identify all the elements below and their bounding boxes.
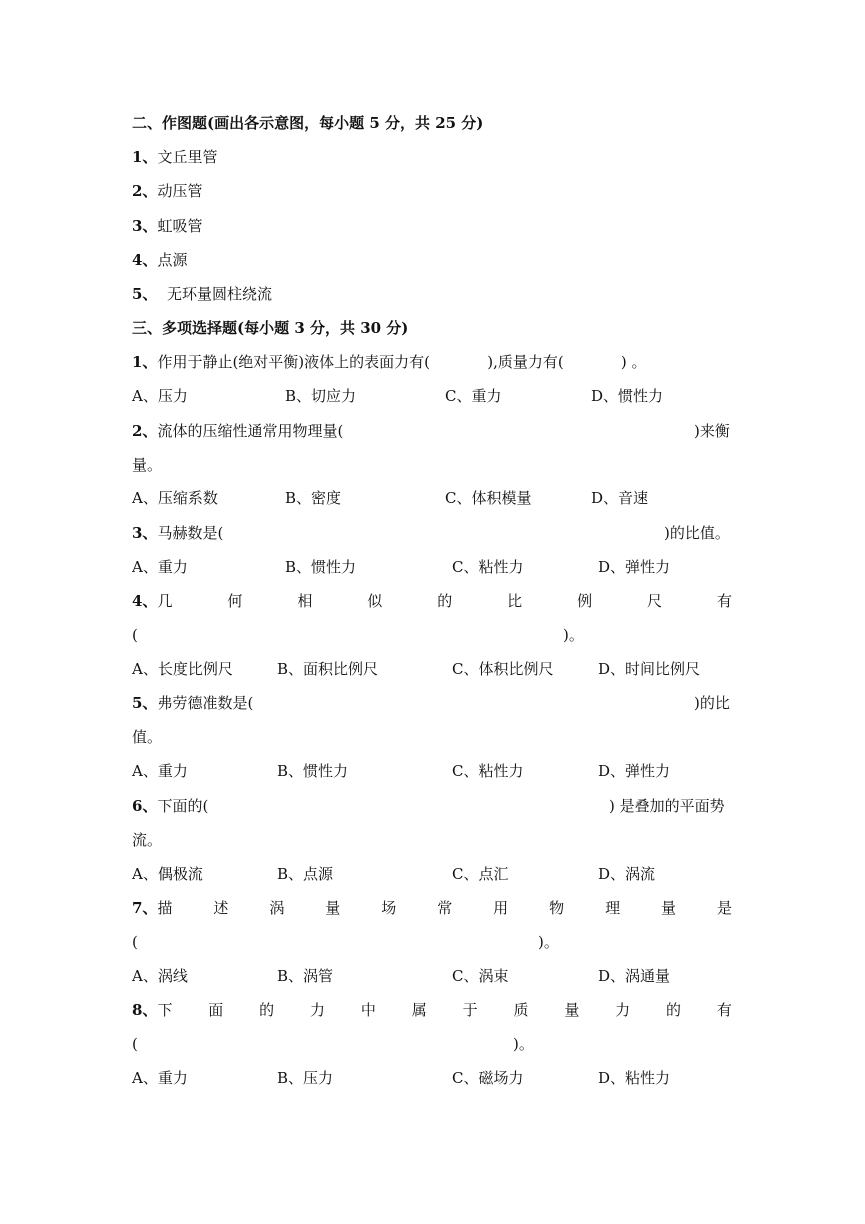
option-d: D、音速 [591, 489, 649, 507]
option-c: C、点汇 [452, 865, 509, 883]
option-c: C、粘性力 [452, 762, 524, 780]
question-tail: )来衡 [694, 422, 730, 440]
option-b: B、切应力 [285, 387, 357, 405]
question-word: 量 [564, 1001, 580, 1019]
question-continuation: 流。 [132, 831, 163, 849]
question-number: 5、 [132, 694, 158, 712]
question-paren-open: ( [132, 933, 138, 951]
question-tail: )的比值。 [664, 524, 730, 542]
question-word: 理 [605, 899, 621, 917]
question-paren-close: )。 [563, 626, 584, 644]
option-b: B、涡管 [277, 967, 334, 985]
question-number: 6、 [132, 797, 158, 815]
question-word: 中 [360, 1001, 376, 1019]
question-number: 7、 [132, 899, 158, 917]
list-item [132, 216, 202, 236]
option-c: C、重力 [445, 387, 502, 405]
question-5 [132, 693, 253, 713]
question-word: 例 [577, 592, 593, 610]
option-d: D、涡流 [598, 865, 656, 883]
list-item [132, 250, 187, 270]
option-d: D、粘性力 [598, 1069, 671, 1087]
option-d: D、弹性力 [598, 558, 671, 576]
item-text: 动压管 [157, 182, 203, 200]
option-b: B、惯性力 [285, 558, 357, 576]
option-a: A、重力 [132, 1069, 188, 1087]
item-text: 点源 [157, 251, 188, 269]
question-word: 8、下 [132, 1001, 173, 1019]
question-number: 4、 [132, 592, 158, 610]
question-word: 于 [462, 1001, 478, 1019]
option-a: A、偶极流 [132, 865, 203, 883]
question-number: 3、 [132, 524, 158, 542]
question-tail: )的比 [694, 694, 730, 712]
option-d: D、时间比例尺 [598, 660, 701, 678]
option-b: B、惯性力 [277, 762, 349, 780]
question-text: 流体的压缩性通常用物理量( [157, 422, 344, 440]
question-word: 质 [513, 1001, 529, 1019]
item-number: 5、 [132, 285, 158, 303]
option-c: C、磁场力 [452, 1069, 524, 1087]
question-paren-open: ( [132, 626, 138, 644]
section2-title: 二、作图题(画出各示意图，每小题 5 分，共 25 分) [132, 114, 484, 132]
question-word: 何 [227, 592, 243, 610]
option-c: C、涡束 [452, 967, 509, 985]
item-number: 3、 [132, 217, 158, 235]
question-word: 的 [259, 1001, 275, 1019]
question-word: 场 [381, 899, 397, 917]
question-text: 下面的( [157, 797, 209, 815]
item-text: 虹吸管 [157, 217, 203, 235]
item-number: 4、 [132, 251, 158, 269]
option-c: C、体积模量 [445, 489, 532, 507]
item-number: 2、 [132, 182, 158, 200]
item-text: 文丘里管 [157, 148, 218, 166]
question-number: 8、 [132, 1001, 158, 1019]
question-word: 似 [367, 592, 383, 610]
option-b: B、面积比例尺 [277, 660, 379, 678]
question-word: 相 [297, 592, 313, 610]
question-word: 的 [666, 1001, 682, 1019]
item-number: 1、 [132, 148, 158, 166]
option-d: D、惯性力 [591, 387, 664, 405]
question-word: 有 [716, 1001, 732, 1019]
question-number: 2、 [132, 422, 158, 440]
question-4 [132, 591, 732, 611]
option-c: C、体积比例尺 [452, 660, 554, 678]
question-6 [132, 796, 208, 816]
question-word: 述 [213, 899, 229, 917]
question-continuation: 值。 [132, 728, 163, 746]
question-text: 弗劳德准数是( [157, 694, 254, 712]
question-word: 是 [716, 899, 732, 917]
question-paren-close: )。 [513, 1035, 534, 1053]
question-word: 尺 [647, 592, 663, 610]
question-word: 涡 [269, 899, 285, 917]
question-number: 1、 [132, 353, 158, 371]
question-tail: ) 是叠加的平面势 [609, 797, 725, 815]
question-text: 马赫数是( [157, 524, 224, 542]
question-word: 常 [437, 899, 453, 917]
option-d: D、弹性力 [598, 762, 671, 780]
question-word: 的 [437, 592, 453, 610]
option-b: B、密度 [285, 489, 342, 507]
question-word: 面 [208, 1001, 224, 1019]
option-a: A、重力 [132, 558, 188, 576]
question-7 [132, 898, 732, 918]
option-b: B、点源 [277, 865, 334, 883]
list-item [132, 181, 202, 201]
question-3 [132, 523, 223, 543]
question-word: 力 [310, 1001, 326, 1019]
item-text: 无环量圆柱绕流 [157, 285, 272, 303]
question-word: 量 [661, 899, 677, 917]
question-word: 7、描 [132, 899, 173, 917]
question-word: 有 [716, 592, 732, 610]
question-word: 属 [411, 1001, 427, 1019]
option-d: D、涡通量 [598, 967, 671, 985]
option-a: A、压缩系数 [132, 489, 218, 507]
option-a: A、涡线 [132, 967, 188, 985]
question-paren-open: ( [132, 1035, 138, 1053]
option-b: B、压力 [277, 1069, 334, 1087]
question-word: 用 [493, 899, 509, 917]
option-c: C、粘性力 [452, 558, 524, 576]
list-item [132, 284, 272, 304]
option-a: A、长度比例尺 [132, 660, 233, 678]
question-word: 4、几 [132, 592, 173, 610]
question-paren-close: )。 [538, 933, 559, 951]
question-text: 作用于静止(绝对平衡)液体上的表面力有( ),质量力有( ) 。 [157, 353, 647, 371]
question-2 [132, 421, 343, 441]
question-1 [132, 352, 647, 372]
section3-title: 三、多项选择题(每小题 3 分，共 30 分) [132, 319, 409, 337]
option-a: A、压力 [132, 387, 188, 405]
option-a: A、重力 [132, 762, 188, 780]
question-word: 量 [325, 899, 341, 917]
question-continuation: 量。 [132, 456, 163, 474]
question-word: 比 [507, 592, 523, 610]
question-8 [132, 1000, 732, 1020]
list-item [132, 147, 217, 167]
question-word: 力 [615, 1001, 631, 1019]
question-word: 物 [549, 899, 565, 917]
